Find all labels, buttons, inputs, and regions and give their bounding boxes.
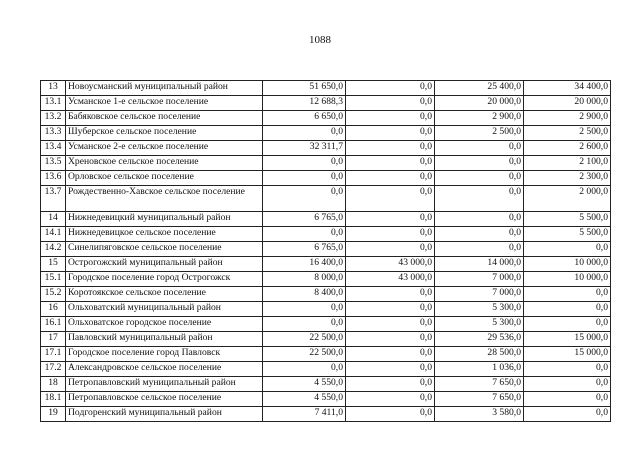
value-cell-1: 0,0: [263, 126, 346, 141]
value-cell-3: 7 000,0: [435, 272, 524, 287]
value-cell-4: 0,0: [524, 362, 611, 377]
row-number-cell: 14.2: [41, 242, 66, 257]
value-cell-3: 0,0: [435, 186, 524, 212]
value-cell-3: 5 300,0: [435, 317, 524, 332]
value-cell-3: 14 000,0: [435, 257, 524, 272]
table-row: [41, 126, 611, 141]
value-cell-1: 0,0: [263, 156, 346, 171]
municipality-name-cell: Ольховатский муниципальный район: [66, 302, 263, 317]
value-cell-4: 2 300,0: [524, 171, 611, 186]
value-cell-4: 5 500,0: [524, 212, 611, 227]
value-cell-4: 5 500,0: [524, 227, 611, 242]
value-cell-4: 0,0: [524, 287, 611, 302]
row-number-cell: 13.3: [41, 126, 66, 141]
value-cell-2: 0,0: [346, 362, 435, 377]
row-number-cell: 15: [41, 257, 66, 272]
municipality-name-cell: Петропавловский муниципальный район: [66, 377, 263, 392]
value-cell-2: 0,0: [346, 332, 435, 347]
value-cell-4: 20 000,0: [524, 96, 611, 111]
table-row: [41, 377, 611, 392]
value-cell-4: 2 100,0: [524, 156, 611, 171]
value-cell-3: 7 000,0: [435, 287, 524, 302]
municipality-name-cell: Новоусманский муниципальный район: [66, 81, 263, 96]
value-cell-3: 7 650,0: [435, 392, 524, 407]
value-cell-4: 2 900,0: [524, 111, 611, 126]
value-cell-2: 0,0: [346, 347, 435, 362]
value-cell-3: 0,0: [435, 171, 524, 186]
value-cell-3: 0,0: [435, 141, 524, 156]
table-row: [41, 287, 611, 302]
row-number-cell: 13.4: [41, 141, 66, 156]
row-number-cell: 15.1: [41, 272, 66, 287]
table-row: [41, 186, 611, 212]
value-cell-1: 0,0: [263, 171, 346, 186]
value-cell-2: 0,0: [346, 242, 435, 257]
value-cell-4: 34 400,0: [524, 81, 611, 96]
row-number-cell: 19: [41, 407, 66, 422]
value-cell-2: 43 000,0: [346, 257, 435, 272]
value-cell-4: 0,0: [524, 407, 611, 422]
row-number-cell: 14: [41, 212, 66, 227]
value-cell-1: 0,0: [263, 302, 346, 317]
value-cell-2: 0,0: [346, 287, 435, 302]
municipality-name-cell: Петропавловское сельское поселение: [66, 392, 263, 407]
row-number-cell: 13: [41, 81, 66, 96]
value-cell-1: 16 400,0: [263, 257, 346, 272]
row-number-cell: 15.2: [41, 287, 66, 302]
value-cell-2: 0,0: [346, 317, 435, 332]
value-cell-1: 6 650,0: [263, 111, 346, 126]
value-cell-1: 8 000,0: [263, 272, 346, 287]
value-cell-3: 2 500,0: [435, 126, 524, 141]
page-number: 1088: [309, 34, 331, 46]
value-cell-1: 8 400,0: [263, 287, 346, 302]
value-cell-2: 43 000,0: [346, 272, 435, 287]
table-row: [41, 392, 611, 407]
value-cell-2: 0,0: [346, 171, 435, 186]
value-cell-3: 28 500,0: [435, 347, 524, 362]
value-cell-3: 29 536,0: [435, 332, 524, 347]
municipality-name-cell: Усманское 1-е сельское поселение: [66, 96, 263, 111]
value-cell-4: 2 500,0: [524, 126, 611, 141]
municipality-name-cell: Подгоренский муниципальный район: [66, 407, 263, 422]
row-number-cell: 16: [41, 302, 66, 317]
value-cell-1: 6 765,0: [263, 212, 346, 227]
value-cell-2: 0,0: [346, 392, 435, 407]
value-cell-3: 3 580,0: [435, 407, 524, 422]
table-row: [41, 212, 611, 227]
municipality-name-cell: Хреновское сельское поселение: [66, 156, 263, 171]
value-cell-4: 10 000,0: [524, 257, 611, 272]
table-row: [41, 242, 611, 257]
value-cell-2: 0,0: [346, 81, 435, 96]
table-row: [41, 317, 611, 332]
table-row: [41, 347, 611, 362]
value-cell-2: 0,0: [346, 156, 435, 171]
value-cell-4: 2 000,0: [524, 186, 611, 212]
table-row: [41, 257, 611, 272]
value-cell-2: 0,0: [346, 186, 435, 212]
value-cell-3: 1 036,0: [435, 362, 524, 377]
value-cell-1: 0,0: [263, 227, 346, 242]
value-cell-2: 0,0: [346, 111, 435, 126]
municipality-name-cell: Нижнедевицкое сельское поселение: [66, 227, 263, 242]
value-cell-1: 0,0: [263, 362, 346, 377]
municipality-name-cell: Усманское 2-е сельское поселение: [66, 141, 263, 156]
value-cell-1: 0,0: [263, 186, 346, 212]
value-cell-2: 0,0: [346, 212, 435, 227]
table-row: [41, 302, 611, 317]
value-cell-2: 0,0: [346, 126, 435, 141]
value-cell-2: 0,0: [346, 96, 435, 111]
row-number-cell: 13.6: [41, 171, 66, 186]
municipality-name-cell: Рождественно-Хавское сельское поселение: [66, 186, 263, 212]
row-number-cell: 18: [41, 377, 66, 392]
value-cell-4: 0,0: [524, 302, 611, 317]
municipality-name-cell: Орловское сельское поселение: [66, 171, 263, 186]
value-cell-4: 0,0: [524, 242, 611, 257]
table-body: [41, 81, 611, 422]
municipality-name-cell: Александровское сельское поселение: [66, 362, 263, 377]
municipality-name-cell: Городское поселение город Павловск: [66, 347, 263, 362]
row-number-cell: 13.5: [41, 156, 66, 171]
table-row: [41, 141, 611, 156]
value-cell-2: 0,0: [346, 302, 435, 317]
value-cell-2: 0,0: [346, 377, 435, 392]
value-cell-2: 0,0: [346, 227, 435, 242]
table-row: [41, 407, 611, 422]
municipality-name-cell: Синелипяговское сельское поселение: [66, 242, 263, 257]
value-cell-1: 32 311,7: [263, 141, 346, 156]
table-row: [41, 111, 611, 126]
table-row: [41, 362, 611, 377]
row-number-cell: 17.2: [41, 362, 66, 377]
value-cell-4: 15 000,0: [524, 347, 611, 362]
table-row: [41, 156, 611, 171]
row-number-cell: 18.1: [41, 392, 66, 407]
row-number-cell: 16.1: [41, 317, 66, 332]
table-row: [41, 171, 611, 186]
municipality-name-cell: Коротоякское сельское поселение: [66, 287, 263, 302]
budget-table: [40, 80, 611, 422]
row-number-cell: 17: [41, 332, 66, 347]
row-number-cell: 14.1: [41, 227, 66, 242]
row-number-cell: 13.1: [41, 96, 66, 111]
table-row: [41, 96, 611, 111]
value-cell-3: 2 900,0: [435, 111, 524, 126]
municipality-name-cell: Павловский муниципальный район: [66, 332, 263, 347]
value-cell-2: 0,0: [346, 141, 435, 156]
municipality-name-cell: Городское поселение город Острогожск: [66, 272, 263, 287]
municipality-name-cell: Нижнедевицкий муниципальный район: [66, 212, 263, 227]
municipality-name-cell: Острогожский муниципальный район: [66, 257, 263, 272]
municipality-name-cell: Бабяковское сельское поселение: [66, 111, 263, 126]
value-cell-4: 0,0: [524, 392, 611, 407]
value-cell-3: 7 650,0: [435, 377, 524, 392]
value-cell-3: 0,0: [435, 227, 524, 242]
value-cell-3: 5 300,0: [435, 302, 524, 317]
value-cell-1: 6 765,0: [263, 242, 346, 257]
table-row: [41, 272, 611, 287]
value-cell-3: 20 000,0: [435, 96, 524, 111]
row-number-cell: 17.1: [41, 347, 66, 362]
table-row: [41, 227, 611, 242]
value-cell-3: 0,0: [435, 242, 524, 257]
value-cell-3: 0,0: [435, 156, 524, 171]
value-cell-1: 12 688,3: [263, 96, 346, 111]
value-cell-1: 4 550,0: [263, 392, 346, 407]
value-cell-3: 25 400,0: [435, 81, 524, 96]
value-cell-1: 51 650,0: [263, 81, 346, 96]
table-row: [41, 332, 611, 347]
value-cell-1: 4 550,0: [263, 377, 346, 392]
municipality-name-cell: Шуберское сельское поселение: [66, 126, 263, 141]
value-cell-4: 2 600,0: [524, 141, 611, 156]
value-cell-1: 22 500,0: [263, 347, 346, 362]
value-cell-3: 0,0: [435, 212, 524, 227]
value-cell-4: 0,0: [524, 317, 611, 332]
value-cell-4: 15 000,0: [524, 332, 611, 347]
table-row: [41, 81, 611, 96]
value-cell-4: 0,0: [524, 377, 611, 392]
value-cell-1: 0,0: [263, 317, 346, 332]
value-cell-1: 22 500,0: [263, 332, 346, 347]
row-number-cell: 13.7: [41, 186, 66, 212]
value-cell-4: 10 000,0: [524, 272, 611, 287]
value-cell-1: 7 411,0: [263, 407, 346, 422]
value-cell-2: 0,0: [346, 407, 435, 422]
municipality-name-cell: Ольховатское городское поселение: [66, 317, 263, 332]
row-number-cell: 13.2: [41, 111, 66, 126]
